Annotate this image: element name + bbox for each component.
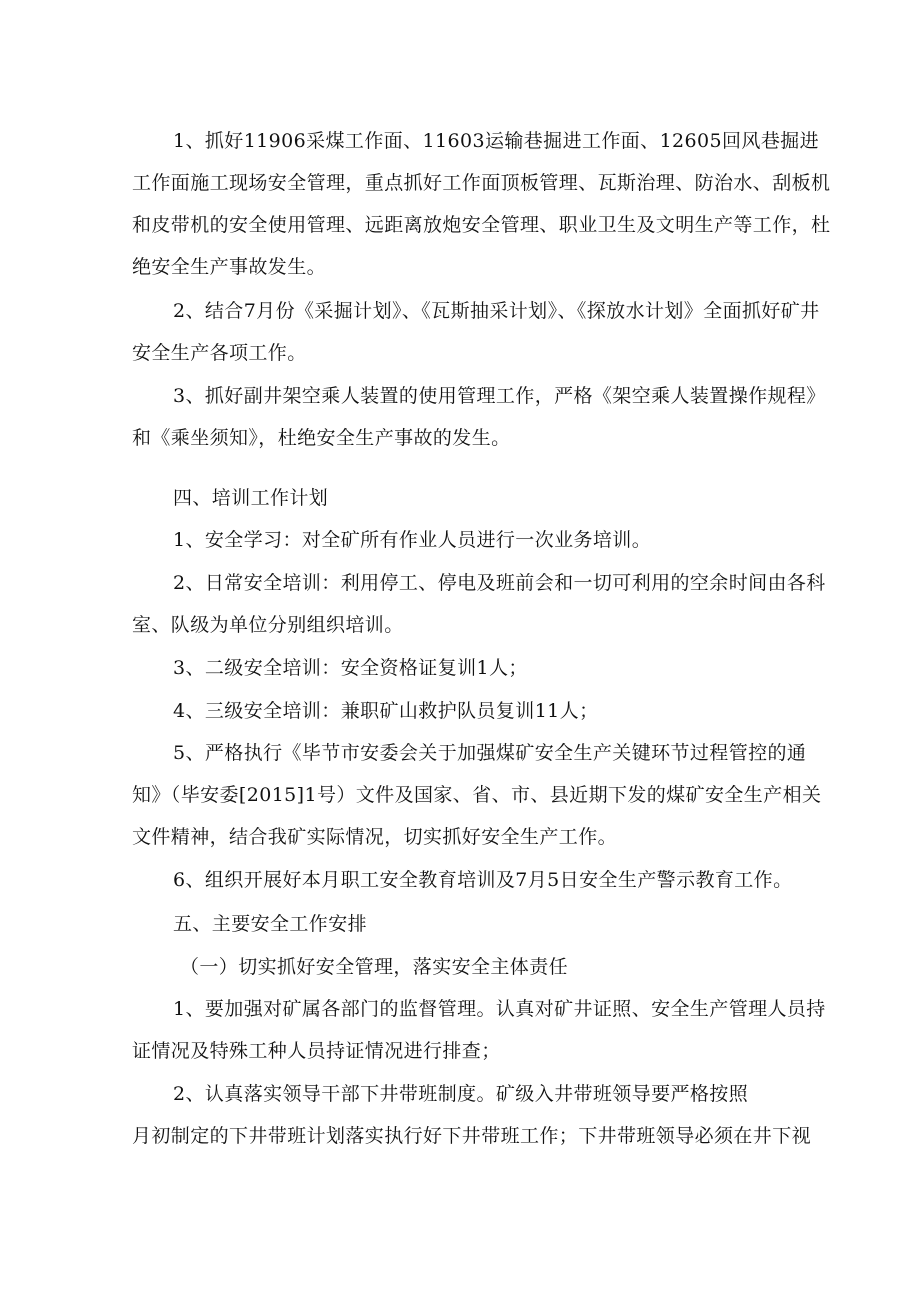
paragraph-aerial-ropeway: 3、抓好副井架空乘人装置的使用管理工作，严格《架空乘人装置操作规程》和《乘坐须知》，杜绝安全生产事故的发生。 — [132, 385, 826, 449]
section-title-training-plan: 四、培训工作计划 — [173, 487, 329, 509]
safety-item-1: 1、要加强对矿属各部门的监督管理。认真对矿井证照、安全生产管理人员持证情况及特殊工种人员持证情况进行排查； — [132, 998, 826, 1062]
training-item-6: 6、组织开展好本月职工安全教育培训及7月5日安全生产警示教育工作。 — [173, 869, 793, 891]
paragraph-workface-safety: 1、抓好11906采煤工作面、11603运输巷掘进工作面、12605回风巷掘进工作面施工现场安全管理，重点抓好工作面顶板管理、瓦斯治理、防治水、刮板机和皮带机的安全使用管理、远距离放炮安全管理、职业卫生及文明生产等工作，杜绝安全生产事故发生。 — [132, 130, 831, 278]
training-item-4: 4、三级安全培训：兼职矿山救护队员复训11人； — [173, 700, 599, 722]
subsection-title-safety-management: （一）切实抓好安全管理，落实安全主体责任 — [180, 956, 569, 978]
section-title-safety-arrangements: 五、主要安全工作安排 — [173, 913, 368, 935]
training-item-2: 2、日常安全培训：利用停工、停电及班前会和一切可利用的空余时间由各科室、队级为单位分别组织培训。 — [132, 572, 826, 636]
paragraph-july-plans: 2、结合7月份《采掘计划》、《瓦斯抽采计划》、《探放水计划》全面抓好矿井安全生产各项工作。 — [132, 300, 820, 364]
training-item-3: 3、二级安全培训：安全资格证复训1人； — [173, 657, 528, 679]
safety-item-2: 2、认真落实领导干部下井带班制度。矿级入井带班领导要严格按照 — [173, 1083, 749, 1105]
training-item-1: 1、安全学习：对全矿所有作业人员进行一次业务培训。 — [173, 529, 652, 551]
continuation-line: 月初制定的下井带班计划落实执行好下井带班工作；下井带班领导必须在井下视 — [132, 1125, 812, 1147]
training-item-5: 5、严格执行《毕节市安委会关于加强煤矿安全生产关键环节过程管控的通知》（毕安委[2015]1号）文件及国家、省、市、县近期下发的煤矿安全生产相关文件精神，结合我矿实际情况，切实抓好安全生产工作。 — [132, 742, 822, 848]
